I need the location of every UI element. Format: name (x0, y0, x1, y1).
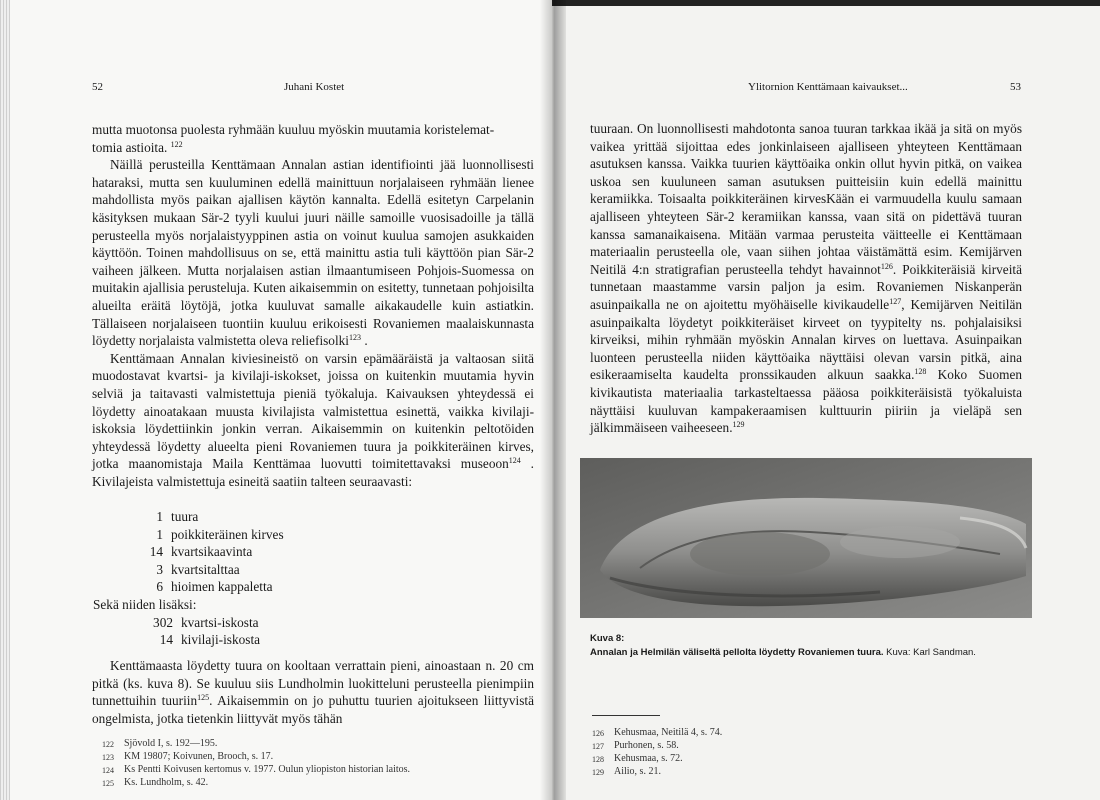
footnote (592, 753, 892, 766)
footnote-ref-122: 122 (170, 139, 183, 149)
right-para-part-a: tuuraan. On luonnollisesti mahdotonta sanoa tuuran tarkkaa ikää ja sitä on myös vaikea yrittää sijoittaa edes jonkinlaiseen ajalliseen yhteyteen Kenttämaan asutuksen kanssa. Vaikka tuurien käyttöaika onkin ollut hyvin pitkä, on vaikea uskoa sen kuuluneen saman asutuksen puitteisiin kuin edellä mainittu keramiikka. Toisaalta poikkiteräinen kirvesKään ei varmuudella kuulu samaan ajalliseen yhteyteen Sär-2 keramiikan kanssa, vaan sitä on pidettävä tuuran kanssa samanaikaisena. Mitään varmaa perusteita väitteelle ei Kenttämaan materiaalin perusteella ole, vaan siihen johtaa väistämättä esim. Kemijärven Neitilä 4:n stratigrafian perusteella tehdyt havainnot (590, 121, 1022, 277)
footnote-number: 128 (592, 755, 604, 764)
artifact-list (93, 508, 284, 649)
footnote (102, 751, 522, 764)
right-para-part-c: , Kemijärven Neitilän asuinpaikalta löydetyt poikkiteräiset kirveet on tyypitelty ns. pohjalaisiksi kirveiksi, mihin ryhmään myöskin Annalan kirves on luettava. Asuinpaikan luonteen perusteella niiden käyttöaika näyttäisi olevan varsin pitkä, aina esikeraamiselta kaudelta pronssikauden alkuun saakka. (590, 296, 1023, 383)
left-body-bottom (92, 657, 534, 727)
left-running-head: Juhani Kostet (284, 81, 345, 93)
footnote-text: Ailio, s. 21. (614, 766, 661, 777)
footnote (592, 766, 892, 779)
list-item (105, 631, 284, 649)
list-qty: 14 (149, 544, 163, 560)
footnote-text: Kehusmaa, s. 72. (614, 753, 683, 764)
list-label: poikkiteräinen kirves (171, 526, 284, 542)
footnote-text: Ks Pentti Koivusen kertomus v. 1977. Oulun yliopiston historian laitos. (124, 764, 411, 775)
footnote-text: KM 19807; Koivunen, Brooch, s. 17. (124, 751, 274, 762)
list-label: hioimen kappaletta (171, 579, 273, 595)
figure-photo-adze (580, 458, 1032, 618)
list-item (105, 578, 284, 596)
footnote-number: 122 (102, 740, 114, 749)
paragraph-3: Kenttämaan Annalan kiviesineistö on varsin epämääräistä ja valtaosan siitä muodostavat kvartsi- ja kivilaji-iskokset, joissa on kuitenkin muutamia hyvin selviä ja taitavasti valmistettuja pieniä työkaluja. Kaivauksen yhteydessä ei löydetty ainoatakaan muusta kivilajista valmistettua esinettä, vaikka kivilajiiskoksia löydettiinkin jonkin verran. Aikaisemmin on kuitenkin peltotöiden yhteydessä löydetty alueelta pieni Rovaniemen tuura ja poikkiteräinen kirves, jotka maanomistaja Maila Kenttämaa luovutti toimitettavaksi museoon$^{124}$ . Kivilajeista valmistettuja esineitä saatiin talteen seuraavasti: (92, 350, 534, 489)
right-page-number: 53 (1010, 81, 1021, 93)
footnote-ref-124: 124 (508, 456, 521, 466)
list-qty: 1 (156, 509, 163, 524)
left-footnotes (102, 738, 522, 790)
para1-line2: tomia astioita. (92, 139, 168, 155)
footnote-ref-126: 126 (880, 261, 893, 271)
footnote (102, 738, 522, 751)
page-edges (0, 0, 10, 800)
figure-caption (590, 632, 976, 660)
list-item (105, 508, 284, 526)
footnote-rule (592, 715, 660, 716)
paragraph-1 (92, 121, 534, 156)
para3-end: Kivilajeista valmistettuja esineitä saatiin talteen seuraavasti: (92, 473, 413, 489)
footnote-text: Kehusmaa, Neitilä 4, s. 74. (614, 727, 723, 738)
paragraph-2: Näillä perusteilla Kenttämaan Annalan astian identifiointi jää luonnollisesti hataraksi, mutta sen kuuluminen edellä mainittuun norjalaiseen ryhmään lienee mahdollista myös paikan ajallisen käytön kannalta. Edellä esitetyn Carpelanin käsityksen mukaan Sär-2 tyyli kuului juuri näille samoille vuosisadoille ja tällä perusteella myös norjalaistyyppinen astia on voinut kuulua samojen asukkaiden käyttöön. Toinen mahdollisuus on se, että mainittu astia tuli käyttöön pian Sär-2 vaiheen jälkeen. Mutta norjalaisen astian ilmaantumiseen Pohjois-Suomessa on muitakin ajallisia perusteluja. Kuten aikaisemmin on esitetty, tunnetaan pohjoisilta alueilta eräitä löytöjä, jotka kuuluvat samalle aikakaudelle kuin astiatkin. Tällaiseen norjalaiseen tuontiin kuuluu erikoisesti Rovaniemen maalaiskunnasta löydetty norjalaista valmistetta oleva reliefisolki$^{123}$ . (92, 157, 534, 349)
caption-credit: Kuva: Karl Sandman. (886, 647, 976, 658)
list-qty: 14 (159, 632, 173, 648)
right-para-part-d: Koko Suomen kivikautista materiaalia tarkasteltaessa pääosa poikkiteräisistä työkaluista näyttäisi kuuluvan kampakeraamisen kulttuurin piiriin ja vieläpä sen jälkimmäiseen vaiheeseen. (590, 367, 1022, 436)
list-qty: 3 (156, 561, 163, 577)
caption-text (590, 646, 976, 660)
footnote-ref-127: 127 (889, 296, 902, 306)
stone-adze-photo (580, 458, 1032, 618)
para1-line1: mutta muotonsa puolesta ryhmään kuuluu myöskin muutamia koristelemat- (92, 122, 495, 137)
right-para-part-b: . Poikkiteräisiä kirveitä tunnetaan maastamme varsin paljon ja esim. Rovaniemen Niskanperän asuinpaikalla ne on ajoitettu myöhäiselle kivikaudelle (590, 261, 1022, 312)
list-qty: 1 (156, 526, 163, 542)
list-item (105, 543, 284, 561)
list-qty: 302 (153, 614, 173, 630)
footnote-ref-123: 123 (349, 333, 361, 343)
footnote-ref-128: 128 (914, 367, 927, 377)
right-running-head: Ylitornion Kenttämaan kaivaukset... (748, 81, 908, 93)
footnote-text: Ks. Lundholm, s. 42. (124, 777, 209, 788)
footnote-number: 123 (102, 753, 114, 762)
book-gutter (540, 0, 566, 800)
list-label: tuura (171, 509, 199, 524)
footnote-number: 127 (592, 742, 604, 751)
list-label: kvartsi-iskosta (181, 614, 259, 630)
para2-text: Näillä perusteilla Kenttämaan Annalan astian identifiointi jää luonnollisesti hataraksi, mutta sen kuuluminen edellä mainittuun norjalaiseen ryhmään lienee mahdollista myös paikan ajallisen käytön kannalta. Edellä esitetyn Carpelanin käsityksen mukaan Sär-2 tyyli kuului juuri näille samoille vuosisadoille ja tällä perusteella myös norjalaistyyppinen astia on voinut kuulua samojen asukkaiden käyttöön. Toinen mahdollisuus on se, että mainittu astia tuli käyttöön pian Sär-2 vaiheen jälkeen. Mutta norjalaisen astian ilmaantumiseen Pohjois-Suomessa on muitakin ajallisia perusteluja. Kuten aikaisemmin on esitetty, tunnetaan pohjoisilta alueilta eräitä löytöjä, jotka kuuluvat samalle aikakaudelle kuin astiatkin. Tällaiseen norjalaiseen tuontiin kuuluu erikoisesti Rovaniemen maalaiskunnasta löydetty norjalaista valmistetta oleva reliefisolki (92, 157, 534, 349)
footnote-text: Sjövold I, s. 192—195. (124, 738, 218, 749)
list-item (105, 526, 284, 544)
footnote-number: 124 (102, 766, 114, 775)
para4-text: Kenttämaasta löydetty tuura on kooltaan verrattain pieni, ainoastaan n. 20 cm pitkä (ks. kuva 8). Se kuuluu siis Lundholmin luokitteluni perusteella pienimpiin tunnettuihin tuuriin (92, 658, 534, 709)
right-footnotes (592, 727, 892, 779)
para3-text: Kenttämaan Annalan kiviesineistö on varsin epämääräistä ja valtaosan siitä muodostavat kvartsi- ja kivilaji-iskokset, joissa on kuitenkin muutamia hyvin selviä ja taitavasti valmistettuja pieniä työkaluja. Kaivauksen yhteydessä ei löydetty ainoatakaan muusta kivilajista valmistettua esinettä, vaikka kivilajiiskoksia löydettiinkin jonkin verran. Aikaisemmin on kuitenkin peltotöiden yhteydessä löydetty alueelta pieni Rovaniemen tuura ja poikkiteräinen kirves, jotka maanomistaja Maila Kenttämaa luovutti toimitettavaksi museoon (92, 350, 534, 472)
caption-main: Annalan ja Helmilän väliseltä pellolta löydetty Rovaniemen tuura. (590, 647, 884, 658)
footnote-number: 125 (102, 779, 114, 788)
right-paragraph (590, 120, 1022, 437)
para4-end: . Aikaisemmin on jo puhuttu tuurien ajoitukseen liittyvistä ongelmista, jotka tietenkin liittyvät myös tähän (92, 693, 534, 726)
footnote (592, 727, 892, 740)
list-label: kvartsikaavinta (171, 544, 253, 560)
caption-label: Kuva 8: (590, 633, 625, 644)
footnote-number: 126 (592, 729, 604, 738)
footnote (592, 740, 892, 753)
footnote (102, 777, 522, 790)
footnote-ref-129: 129 (732, 420, 745, 430)
left-page-number: 52 (92, 81, 103, 93)
list-sub-heading: Sekä niiden lisäksi: (93, 596, 197, 612)
paragraph-4 (92, 657, 534, 727)
list-item (105, 561, 284, 579)
list-label: kvartsitalttaa (171, 561, 240, 577)
list-label: kivilaji-iskosta (181, 632, 261, 648)
left-body-top (92, 121, 534, 490)
list-item (105, 614, 284, 632)
scan-top-edge (552, 0, 1100, 6)
footnote (102, 764, 522, 777)
footnote-text: Purhonen, s. 58. (614, 740, 679, 751)
footnote-number: 129 (592, 768, 604, 777)
right-body (590, 120, 1022, 437)
list-qty: 6 (156, 579, 163, 595)
footnote-ref-125: 125 (197, 693, 210, 703)
